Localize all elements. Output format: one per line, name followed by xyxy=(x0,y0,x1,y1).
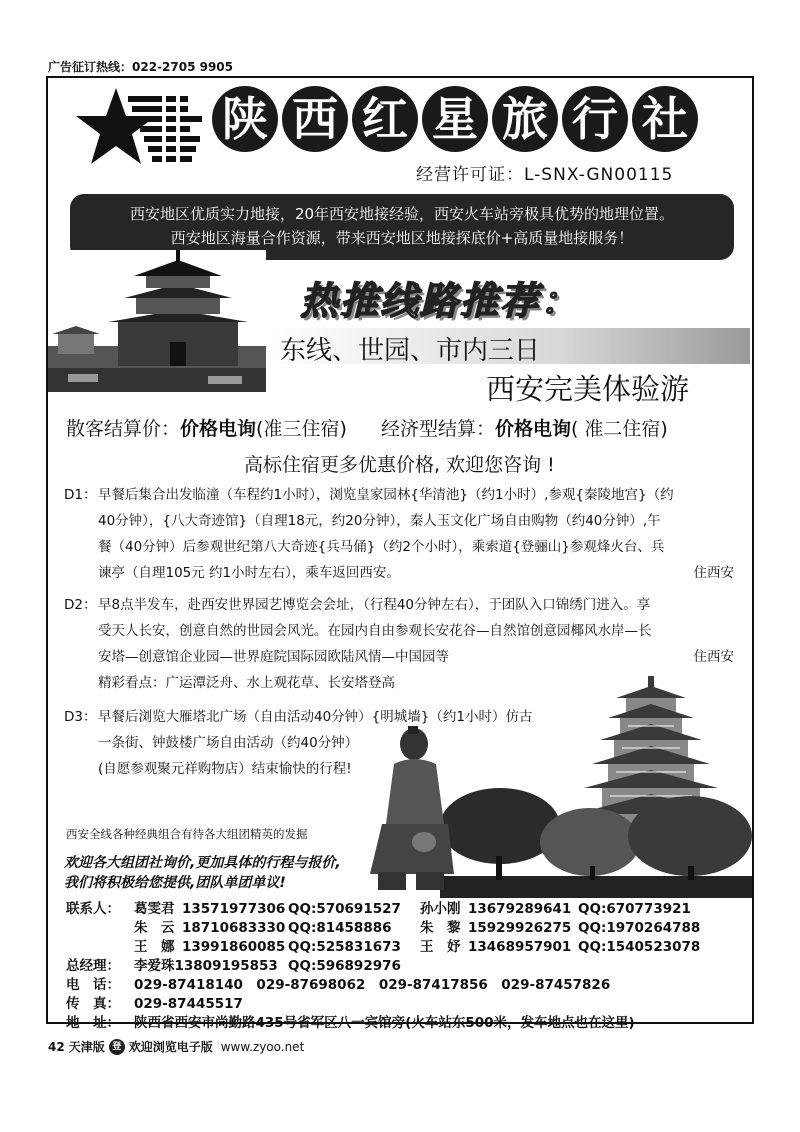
edition-label: 天津版 xyxy=(68,1040,105,1054)
scatter-price-note: (准三住宿) xyxy=(256,418,347,440)
company-char: 行 xyxy=(562,86,628,152)
route-name: 东线、世园、市内三日 xyxy=(280,336,541,366)
contact-phone[interactable]: 13468957901 xyxy=(468,939,572,955)
company-name xyxy=(212,86,698,158)
address-text: 陕西省西安市尚勤路435号省军区八一宾馆旁(火车站东500米，发车地点也在这里) xyxy=(134,1015,635,1031)
manager-label: 总经理： xyxy=(66,958,120,974)
contact-qq: QQ:570691527 xyxy=(288,901,401,917)
contact-name: 孙小刚 xyxy=(420,901,461,917)
classic-combo-note: 西安全线各种经典组合有待各大组团精英的发掘 xyxy=(66,827,308,841)
route-subtitle: 西安完美体验游 xyxy=(486,372,690,406)
company-char: 西 xyxy=(282,86,348,152)
itinerary-line: 40分钟），{八大奇迹馆}（自理18元，约20分钟），秦人玉文化广场自由购物（约40分钟）,午 xyxy=(98,513,661,529)
contact-qq: QQ:525831673 xyxy=(288,939,401,955)
contact-name: 王 娜 xyxy=(134,939,175,955)
page-number: 42 xyxy=(48,1039,65,1054)
welcome-message xyxy=(64,853,341,893)
contact-row xyxy=(66,938,742,957)
red-star-logo-icon xyxy=(76,86,206,172)
itinerary-line: 一条街、钟鼓楼广场自由活动（约40分钟） xyxy=(98,735,359,751)
phone-row xyxy=(66,976,742,995)
itinerary-line: 安塔—创意馆企业园—世界庭院国际园欧陆风情—中国园等 xyxy=(98,649,449,665)
economy-price-value: 价格电询 xyxy=(494,418,571,440)
day-label: D1： xyxy=(64,487,97,503)
terracotta-warrior-photo xyxy=(364,724,456,894)
fax-row xyxy=(66,995,742,1014)
banner-line-1: 西安地区优质实力地接，20年西安地接经验，西安火车站旁极具优势的地理位置。 xyxy=(129,205,675,223)
itinerary-line: 早8点半发车，赴西安世界园艺博览会会址，（行程40分钟左右），于团队入口锦绣门进入。享 xyxy=(98,597,651,613)
itinerary-line: 谏亭（自理105元 约1小时左右），乘车返回西安。 xyxy=(98,565,400,581)
economy-price-note: ( 准二住宿) xyxy=(570,418,668,440)
welcome-line-2: 我们将积极给您提供,团队单团单议! xyxy=(64,875,286,891)
scatter-price-label: 散客结算价： xyxy=(66,418,181,440)
day-label: D3： xyxy=(64,709,97,725)
office-phones[interactable]: 029-87418140 029-87698062 029-87417856 029-87457826 xyxy=(134,977,611,993)
edition-badge-icon: 登 xyxy=(109,1039,125,1055)
itinerary-day-3 xyxy=(64,704,564,784)
highlights-line: 精彩看点：广运潭泛舟、水上观花草、长安塔登高 xyxy=(98,675,395,691)
company-char: 红 xyxy=(352,86,418,152)
contact-row xyxy=(66,919,742,938)
welcome-line-1: 欢迎各大组团社询价,更加具体的行程与报价, xyxy=(64,855,341,871)
contact-phone[interactable]: 18710683330 xyxy=(182,920,286,936)
itinerary-line: 受天人长安，创意自然的世园会风光。在园内自由参观长安花谷—自然馆创意园椰风水岸—长 xyxy=(98,623,652,639)
day-label: D2： xyxy=(64,597,97,613)
ad-hotline: 广告征订热线：022-2705 9905 xyxy=(48,60,234,74)
price-line xyxy=(66,414,668,441)
contact-phone[interactable]: 15929926275 xyxy=(468,920,572,936)
contact-qq: QQ:1540523078 xyxy=(578,939,701,955)
contact-phone[interactable]: 13571977306 xyxy=(182,901,286,917)
promo-text: 高标住宿更多优惠价格, 欢迎您咨询 ! xyxy=(244,454,555,476)
business-license: 经营许可证：L-SNX-GN00115 xyxy=(416,165,674,185)
contact-name: 葛雯君 xyxy=(134,901,175,917)
contact-qq: QQ:81458886 xyxy=(288,920,392,936)
contact-row xyxy=(66,900,742,919)
fax-number: 029-87445517 xyxy=(134,996,243,1012)
contact-name: 王 妤 xyxy=(420,939,461,955)
fax-label: 传 真： xyxy=(66,996,120,1012)
phone-label: 电 话： xyxy=(66,977,120,993)
page-footer xyxy=(48,1038,304,1055)
bell-tower-photo xyxy=(48,250,266,392)
contact-name: 朱 云 xyxy=(134,920,175,936)
hot-routes-title: 热推线路推荐： xyxy=(300,278,581,323)
address-row xyxy=(66,1014,742,1033)
itinerary-line: 早餐后浏览大雁塔北广场（自由活动40分钟）{明城墙}（约1小时）仿古 xyxy=(98,709,533,725)
manager-row xyxy=(66,957,742,976)
economy-price-label: 经济型结算： xyxy=(380,418,495,440)
footer-text: 欢迎浏览电子版 xyxy=(128,1040,213,1054)
contact-phone[interactable]: 13991860085 xyxy=(182,939,286,955)
banner-line-2: 西安地区海量合作资源，带来西安地区地接探底价+高质量地接服务！ xyxy=(170,229,634,247)
manager-contact[interactable]: 李爱珠13809195853 xyxy=(134,958,278,974)
company-char: 星 xyxy=(422,86,488,152)
address-label: 地 址： xyxy=(66,1015,120,1031)
website-link[interactable]: www.zyoo.net xyxy=(220,1039,305,1054)
contact-block xyxy=(66,900,742,1033)
contact-phone[interactable]: 13679289641 xyxy=(468,901,572,917)
itinerary-line: 早餐后集合出发临潼（车程约1小时），浏览皇家园林{华清池}（约1小时）,参观{秦陵地宫}（约 xyxy=(98,487,674,503)
itinerary-day-1 xyxy=(64,482,744,592)
itinerary-line: (自愿参观聚元祥购物店）结束愉快的行程! xyxy=(98,761,352,777)
company-char: 陕 xyxy=(212,86,278,152)
contact-qq: QQ:1970264788 xyxy=(578,920,701,936)
itinerary-line: 餐（40分钟）后参观世纪第八大奇迹{兵马俑}（约2个小时），乘索道{登骊山}参观烽火台、兵 xyxy=(98,539,665,555)
manager-qq: QQ:596892976 xyxy=(288,958,401,974)
contact-name: 朱 黎 xyxy=(420,920,461,936)
overnight-location: 住西安 xyxy=(693,649,734,665)
contact-qq: QQ:670773921 xyxy=(578,901,691,917)
company-char: 旅 xyxy=(492,86,558,152)
company-char: 社 xyxy=(632,86,698,152)
trees-landscape-photo xyxy=(440,786,752,898)
overnight-location: 住西安 xyxy=(693,565,734,581)
scatter-price-value: 价格电询 xyxy=(180,418,257,440)
contacts-label: 联系人： xyxy=(66,901,120,917)
